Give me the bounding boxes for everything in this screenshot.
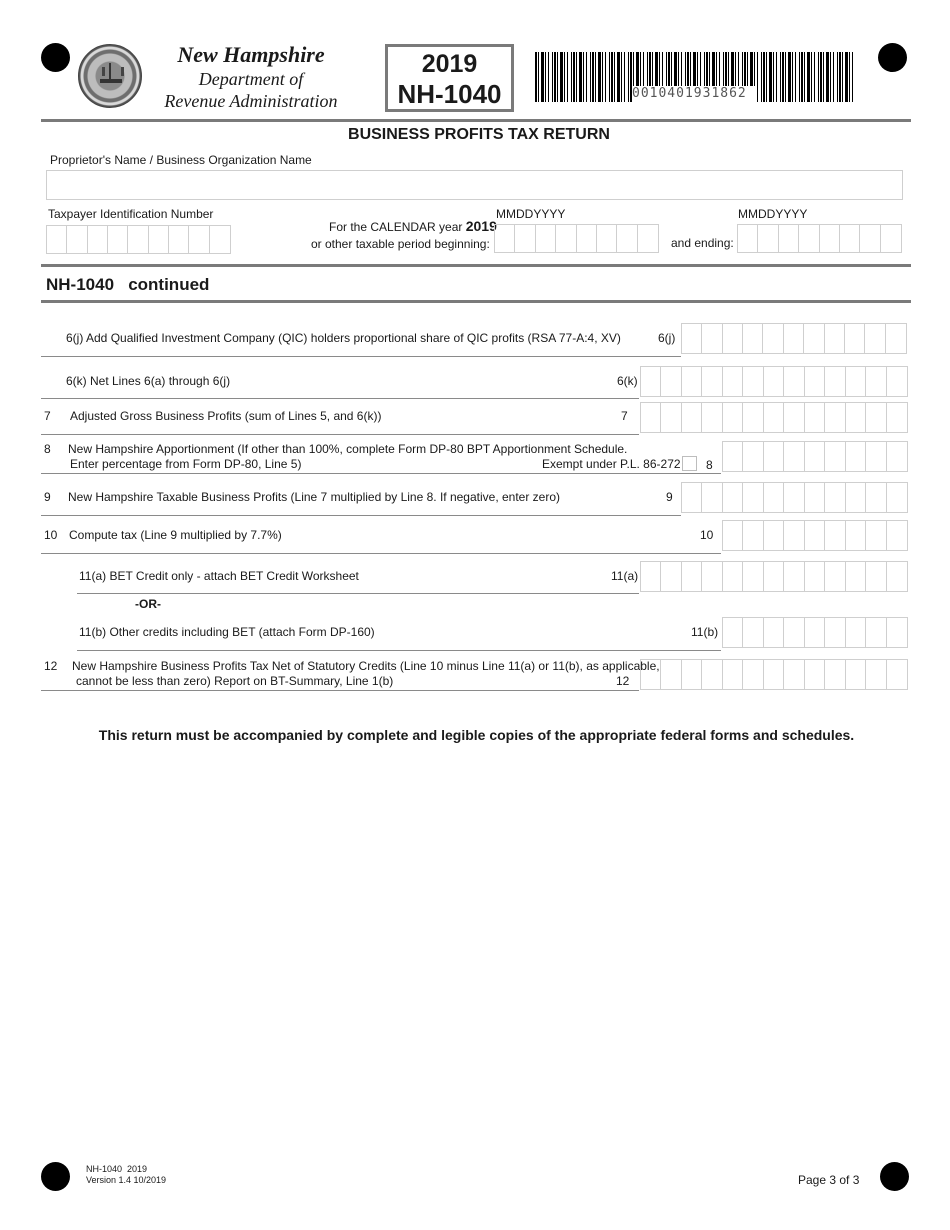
footer-version: Version 1.4 10/2019: [86, 1175, 167, 1185]
barcode-number: 0010401931862: [632, 86, 756, 102]
line-7-ref: 7: [621, 409, 628, 423]
line-8-text-2: Enter percentage from Form DP-80, Line 5): [70, 457, 302, 471]
line-6j-text: 6(j) Add Qualified Investment Company (QIC) holders proportional share of QIC profits (RSA 77-A:4, XV): [66, 331, 621, 345]
tin-input[interactable]: [46, 225, 231, 254]
footer-form-year: NH-1040 2019: [86, 1164, 148, 1174]
line-11a-bet-credit-input[interactable]: [640, 561, 908, 592]
business-name-input[interactable]: [46, 170, 903, 200]
footer-form-info: [86, 1164, 166, 1186]
line-11b-ref: 11(b): [691, 625, 719, 639]
section-title: NH-1040 continued: [46, 275, 210, 294]
registration-mark-bottom-right: [880, 1162, 909, 1191]
line-11b-text: 11(b) Other credits including BET (attach Form DP-160): [79, 625, 375, 639]
period-beginning-label: or other taxable period beginning:: [311, 237, 490, 251]
form-id: NH-1040: [397, 79, 502, 109]
line-8-percentage-input[interactable]: [722, 441, 908, 472]
line-6k-rule: [41, 398, 639, 399]
ending-label: and ending:: [671, 236, 734, 250]
line-7-text: Adjusted Gross Business Profits (sum of Lines 5, and 6(k)): [70, 409, 382, 423]
line-12-number: 12: [44, 659, 58, 673]
section-divider-top: [41, 264, 911, 267]
exempt-pl-86-272-checkbox[interactable]: [682, 456, 697, 471]
agency-line-2: Department of: [198, 69, 304, 89]
line-11a-rule: [77, 593, 639, 594]
line-10-rule: [41, 553, 721, 554]
agency-name: [146, 42, 356, 112]
line-8-text-1: New Hampshire Apportionment (If other than 100%, complete Form DP-80 BPT Apportionment Schedule.: [68, 442, 628, 456]
line-8-number: 8: [44, 442, 51, 456]
calendar-year-line: [329, 219, 497, 234]
line-9-ref: 9: [666, 490, 673, 504]
line-7-number: 7: [44, 409, 51, 423]
state-seal-logo: [78, 44, 142, 108]
line-11a-ref: 11(a): [611, 569, 639, 583]
begin-format-label: MMDDYYYY: [496, 207, 566, 221]
line-9-text: New Hampshire Taxable Business Profits (Line 7 multiplied by Line 8. If negative, enter zero): [68, 490, 561, 504]
line-6j-rule: [41, 356, 681, 357]
line-8-rule: [41, 473, 721, 474]
registration-mark-top-right: [878, 43, 907, 72]
line-6k-text: 6(k) Net Lines 6(a) through 6(j): [66, 374, 231, 388]
line-11b-rule: [77, 650, 721, 651]
calendar-prefix: For the CALENDAR year: [329, 220, 463, 234]
line-12-net-tax-input[interactable]: [640, 659, 908, 690]
line-10-tax-input[interactable]: [722, 520, 908, 551]
tin-label: Taxpayer Identification Number: [48, 207, 214, 221]
line-12-text-2: cannot be less than zero) Report on BT-Summary, Line 1(b): [76, 674, 394, 688]
line-9-rule: [41, 515, 681, 516]
form-year: 2019: [421, 50, 478, 78]
agency-line-1: New Hampshire: [177, 42, 325, 67]
line-12-text-1: New Hampshire Business Profits Tax Net of Statutory Credits (Line 10 minus Line 11(a) or 11(b), as applicable,: [72, 659, 660, 673]
form-title: BUSINESS PROFITS TAX RETURN: [348, 126, 610, 143]
line-6k-amount-input[interactable]: [640, 366, 908, 397]
line-10-ref: 10: [700, 528, 714, 542]
page-number: Page 3 of 3: [798, 1173, 860, 1187]
agency-line-3: Revenue Administration: [164, 91, 338, 111]
line-6k-ref: 6(k): [617, 374, 638, 388]
federal-forms-notice: This return must be accompanied by complete and legible copies of the appropriate federal forms and schedules.: [98, 727, 855, 743]
registration-mark-top-left: [41, 43, 70, 72]
header-divider: [41, 119, 911, 122]
line-6j-amount-input[interactable]: [681, 323, 907, 354]
registration-mark-bottom-left: [41, 1162, 70, 1191]
period-end-date-input[interactable]: [737, 224, 902, 253]
line-11a-text: 11(a) BET Credit only - attach BET Credit Worksheet: [79, 569, 359, 583]
or-separator: -OR-: [135, 597, 161, 611]
line-8-exempt-label: Exempt under P.L. 86-272: [542, 457, 681, 471]
line-9-amount-input[interactable]: [681, 482, 908, 513]
line-10-number: 10: [44, 528, 58, 542]
line-7-amount-input[interactable]: [640, 402, 908, 433]
calendar-year: 2019: [465, 218, 497, 234]
line-9-number: 9: [44, 490, 51, 504]
line-10-text: Compute tax (Line 9 multiplied by 7.7%): [69, 528, 282, 542]
line-12-rule: [41, 690, 639, 691]
section-divider-bottom: [41, 300, 911, 303]
period-begin-date-input[interactable]: [494, 224, 659, 253]
line-11b-other-credits-input[interactable]: [722, 617, 908, 648]
name-label: Proprietor's Name / Business Organization Name: [50, 153, 312, 167]
line-8-ref: 8: [706, 458, 713, 472]
line-7-rule: [41, 434, 639, 435]
form-year-box: [385, 44, 514, 112]
line-12-ref: 12: [616, 674, 630, 688]
end-format-label: MMDDYYYY: [738, 207, 808, 221]
line-6j-ref: 6(j): [658, 331, 676, 345]
